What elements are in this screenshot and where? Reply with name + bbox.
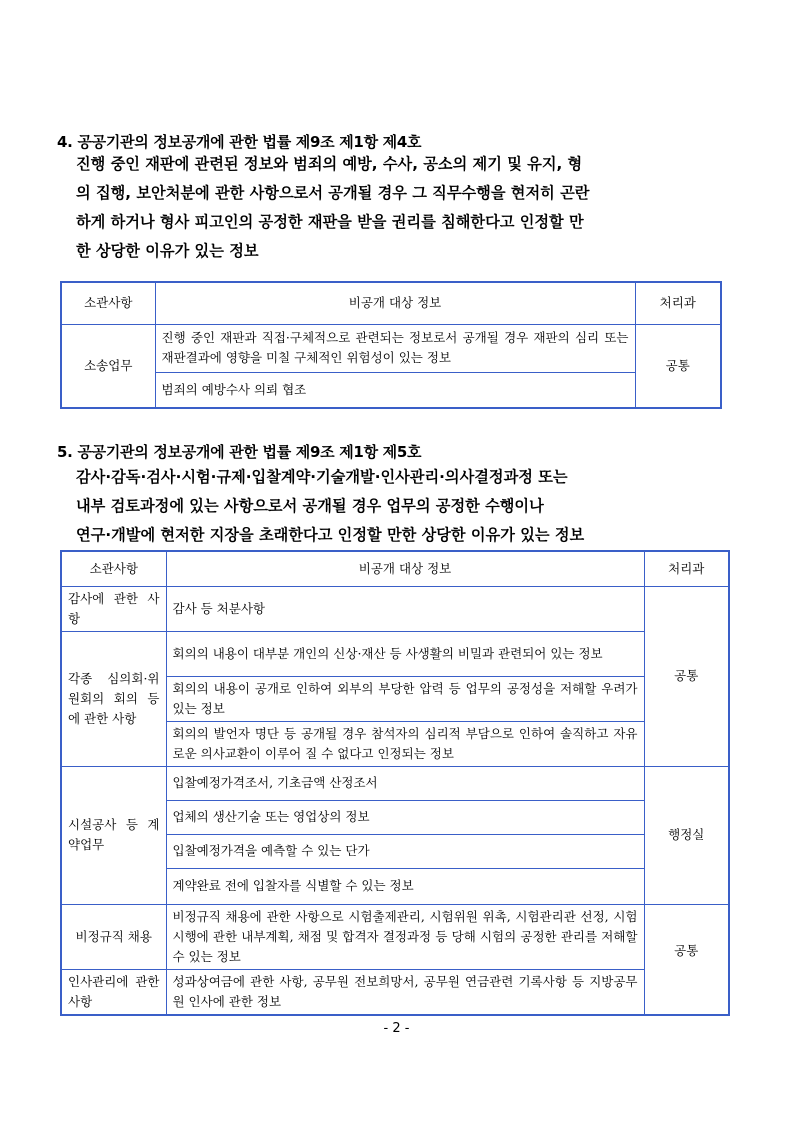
dept-cell: 공통 [635, 324, 721, 408]
section4-table [60, 281, 722, 409]
info-cell: 감사 등 처분사항 [166, 586, 644, 631]
info-cell: 입찰예정가격을 예측할 수 있는 단가 [166, 834, 644, 868]
dept-cell: 공통 [644, 586, 729, 766]
header-info: 비공개 대상 정보 [155, 282, 635, 324]
info-cell: 회의의 내용이 대부분 개인의 신상·재산 등 사생활의 비밀과 관련되어 있는 정보 [166, 631, 644, 676]
info-cell: 범죄의 예방수사 의뢰 협조 [155, 372, 635, 408]
header-matter: 소관사항 [61, 551, 166, 586]
header-dept: 처리과 [644, 551, 729, 586]
info-cell: 업체의 생산기술 또는 영업상의 정보 [166, 800, 644, 834]
section4-body-line: 진행 중인 재판에 관련된 정보와 범죄의 예방, 수사, 공소의 제기 및 유지, 형 [76, 155, 583, 173]
matter-cell: 감사에 관한 사항 [61, 586, 166, 631]
section5-body [76, 463, 736, 550]
matter-cell: 각종 심의회·위원회의 회의 등에 관한 사항 [61, 631, 166, 766]
info-cell: 진행 중인 재판과 직접·구체적으로 관련되는 정보로서 공개될 경우 재판의 심리 또는 재판결과에 영향을 미칠 구체적인 위험성이 있는 정보 [155, 324, 635, 372]
matter-cell: 비정규직 채용 [61, 904, 166, 969]
header-dept: 처리과 [635, 282, 721, 324]
section4-title: 4. 공공기관의 정보공개에 관한 법률 제9조 제1항 제4호 [57, 133, 422, 151]
matter-cell: 시설공사 등 계약업무 [61, 766, 166, 904]
info-cell: 비정규직 채용에 관한 사항으로 시험출제관리, 시험위원 위촉, 시험관리관 선정, 시험시행에 관한 내부계획, 채점 및 합격자 결정과정 등 당해 시험의 공정한 관리를 저해할 수 있는 정보 [166, 904, 644, 969]
section4-body-line: 의 집행, 보안처분에 관한 사항으로서 공개될 경우 그 직무수행을 현저히 곤란 [76, 184, 590, 202]
info-cell: 성과상여금에 관한 사항, 공무원 전보희망서, 공무원 연금관련 기록사항 등 지방공무원 인사에 관한 정보 [166, 969, 644, 1015]
info-cell: 회의의 발언자 명단 등 공개될 경우 참석자의 심리적 부담으로 인하여 솔직하고 자유로운 의사교환이 이루어 질 수 없다고 인정되는 정보 [166, 721, 644, 766]
section5-body-line: 내부 검토과정에 있는 사항으로서 공개될 경우 업무의 공정한 수행이나 [76, 497, 544, 515]
dept-cell: 공통 [644, 904, 729, 1015]
matter-cell: 인사관리에 관한 사항 [61, 969, 166, 1015]
section4-body-line: 한 상당한 이유가 있는 정보 [76, 242, 259, 260]
section4-body [76, 150, 736, 266]
matter-cell: 소송업무 [61, 324, 155, 408]
info-cell: 계약완료 전에 입찰자를 식별할 수 있는 정보 [166, 868, 644, 904]
header-info: 비공개 대상 정보 [166, 551, 644, 586]
info-cell: 입찰예정가격조서, 기초금액 산정조서 [166, 766, 644, 800]
header-matter: 소관사항 [61, 282, 155, 324]
section5-body-line: 연구·개발에 현저한 지장을 초래한다고 인정할 만한 상당한 이유가 있는 정보 [76, 526, 585, 544]
section4-body-line: 하게 하거나 형사 피고인의 공정한 재판을 받을 권리를 침해한다고 인정할 만 [76, 213, 584, 231]
page-number: - 2 - [383, 1021, 410, 1036]
info-cell: 회의의 내용이 공개로 인하여 외부의 부당한 압력 등 업무의 공정성을 저해할 우려가 있는 정보 [166, 676, 644, 721]
dept-cell: 행정실 [644, 766, 729, 904]
section5-table [60, 550, 730, 1016]
section5-body-line: 감사·감독·검사·시험·규제·입찰계약·기술개발·인사관리·의사결정과정 또는 [76, 468, 568, 486]
section5-title: 5. 공공기관의 정보공개에 관한 법률 제9조 제1항 제5호 [57, 443, 422, 461]
